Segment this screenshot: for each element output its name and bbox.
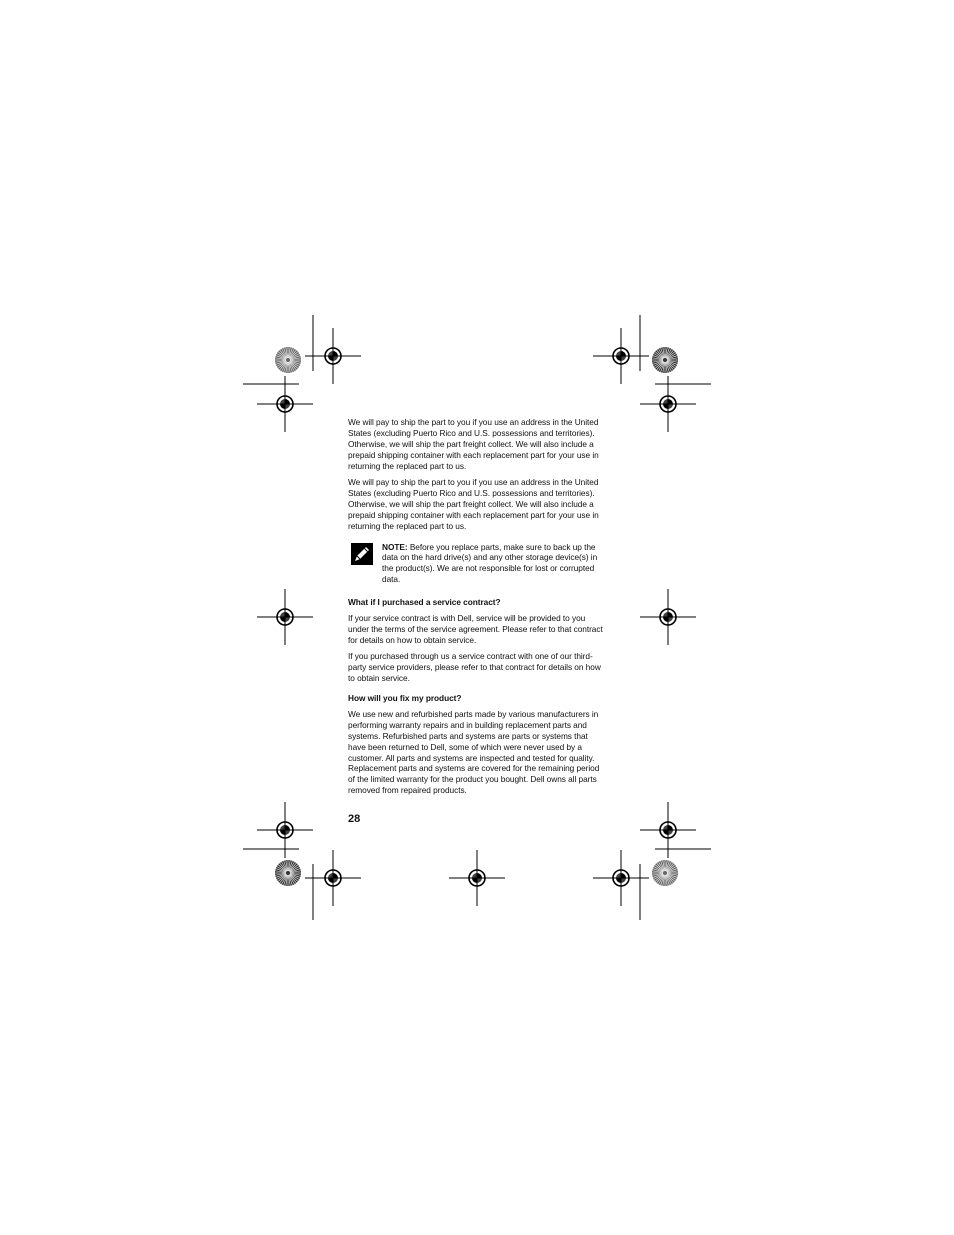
registration-mark-icon (449, 850, 505, 906)
color-bar-star-icon (275, 860, 301, 886)
paragraph-service-contract-1: If your service contract is with Dell, service will be provided to you under the terms of the service agreement. Please refer to that contract for details on how to obtain service. (348, 613, 603, 645)
registration-mark-icon (257, 802, 313, 858)
color-bar-star-icon (275, 347, 301, 373)
page-content (348, 417, 606, 802)
registration-mark-icon (640, 802, 696, 858)
color-bar-star-icon (652, 860, 678, 886)
heading-fix-product: How will you fix my product? (348, 693, 462, 704)
note-box (348, 542, 606, 586)
registration-mark-icon (640, 589, 696, 645)
paragraph-fix-product: We use new and refurbished parts made by various manufacturers in performing warranty repairs and in building replacement parts and systems. Refurbished parts and systems are parts or systems that have been returned to Dell, some of which were never used by a customer. All parts and systems are inspected and tested for quality. Replacement parts and systems are covered for the remaining period of the limited warranty for the product you bought. Dell owns all parts removed from repaired products. (348, 708, 600, 796)
paragraph-service-contract-2: If you purchased through us a service contract with one of our third-party service providers, please refer to that contract for details on how to obtain service. (348, 651, 601, 684)
registration-mark-icon (593, 850, 649, 906)
page-number: 28 (348, 813, 361, 825)
color-bar-star-icon (652, 347, 678, 373)
heading-service-contract: What if I purchased a service contract? (348, 597, 501, 608)
note-pencil-icon (351, 543, 373, 565)
registration-mark-icon (593, 328, 649, 384)
paragraph-shipping-1: We will pay to ship the part to you if you use an address in the United States (excluding Puerto Rico and U.S. possessions and territories). Otherwise, we will ship the part freight collect. We will also include a prepaid shipping container with each replacement part for your use in returning the replaced part to us. (348, 417, 599, 471)
note-label: NOTE: Before you replace parts, make sure to back up the data on the hard drive(s) and any other storage device(s) in the product(s). We are not responsible for lost or corrupted data. (382, 541, 598, 585)
paragraph-shipping-2: We will pay to ship the part to you if you use an address in the United States (excluding Puerto Rico and U.S. possessions and territories). Otherwise, we will ship the part freight collect. We will also include a prepaid shipping container with each replacement part for your use in returning the replaced part to us. (348, 477, 599, 531)
registration-mark-icon (257, 589, 313, 645)
